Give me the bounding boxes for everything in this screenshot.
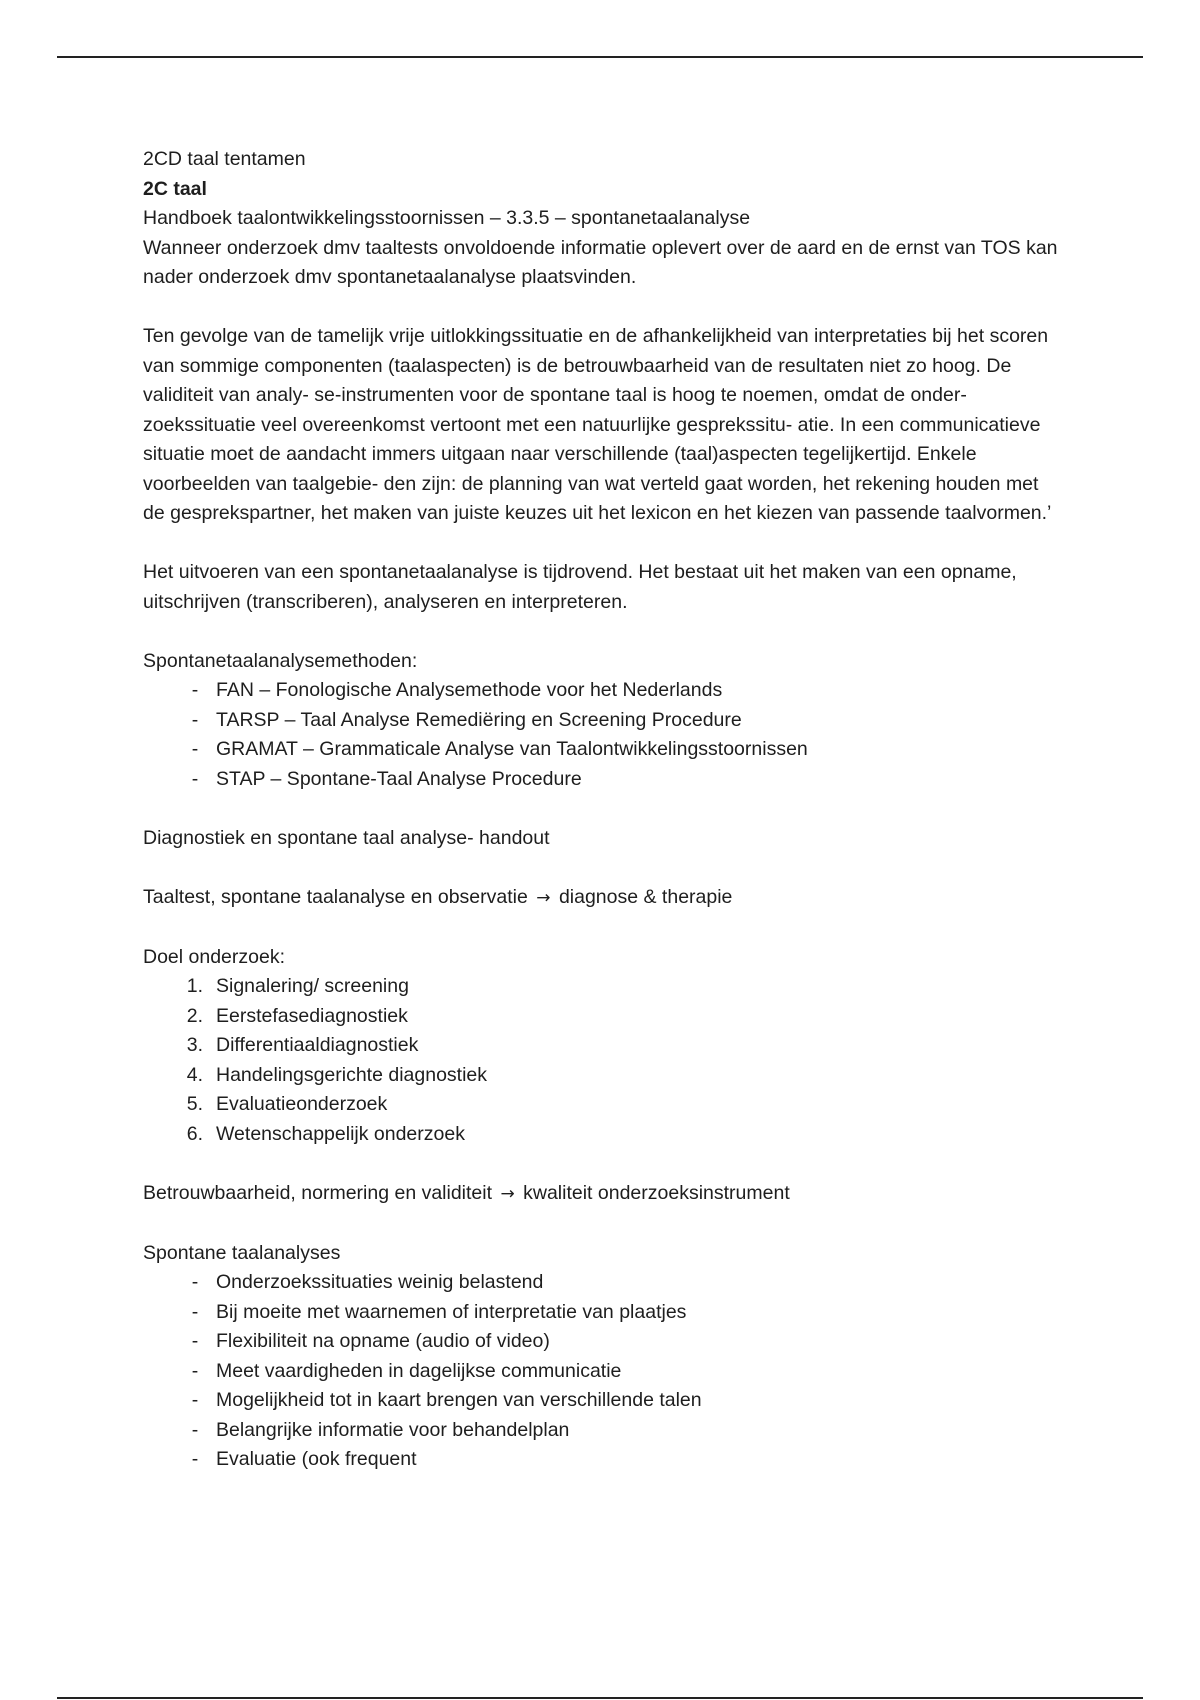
list-item [143, 1090, 1063, 1120]
flow-right: diagnose & therapie [558, 885, 733, 908]
goal-label: Signalering/ screening [216, 975, 409, 997]
methods-heading: Spontanetaalanalysemethoden: [143, 649, 418, 672]
list-item [143, 1031, 1063, 1061]
document-body [143, 145, 1063, 1475]
analyses-heading: Spontane taalanalyses [143, 1241, 341, 1264]
flow-left: Betrouwbaarheid, normering en validiteit [143, 1181, 493, 1204]
analysis-label: Evaluatie (ook frequent [216, 1448, 417, 1470]
list-item [143, 1061, 1063, 1091]
goal-label: Differentiaaldiagnostiek [216, 1034, 419, 1056]
bullet-marker: - [191, 1330, 199, 1352]
analysis-label: Belangrijke informatie voor behandelplan [216, 1418, 570, 1441]
procedure-paragraph: Het uitvoeren van een spontanetaalanalyse is tijdrovend. Het bestaat uit het maken van een opname, uitschrijven (transcriberen), analyseren en interpreteren. [143, 561, 1017, 613]
analyses-list [143, 1268, 1063, 1475]
analysis-label: Meet vaardigheden in dagelijkse communicatie [216, 1359, 622, 1382]
list-item [143, 1327, 1063, 1357]
goal-label: Evaluatieonderzoek [216, 1093, 388, 1115]
flow-statement-diagnosis [143, 883, 1063, 914]
list-number: 1. [186, 975, 203, 997]
flow-left: Taaltest, spontane taalanalyse en observatie [143, 885, 528, 908]
method-label: GRAMAT – Grammaticale Analyse van Taalontwikkelingsstoornissen [216, 738, 808, 760]
list-number: 3. [186, 1034, 203, 1056]
list-item [143, 706, 1063, 736]
analysis-label: Mogelijkheid tot in kaart brengen van verschillende talen [216, 1389, 702, 1411]
flow-right: kwaliteit onderzoeksinstrument [523, 1181, 790, 1204]
footer-rule [57, 1697, 1143, 1699]
header-rule [57, 56, 1143, 58]
arrow-right-icon: → [500, 1183, 515, 1204]
list-item [143, 1268, 1063, 1298]
list-item [143, 735, 1063, 765]
method-label: TARSP – Taal Analyse Remediëring en Screening Procedure [216, 708, 742, 731]
goals-list [143, 972, 1063, 1149]
course-title: 2CD taal tentamen [143, 148, 306, 170]
bullet-marker: - [191, 767, 199, 790]
bullet-marker: - [191, 708, 199, 731]
list-item [143, 765, 1063, 795]
list-number: 4. [186, 1063, 203, 1086]
list-item [143, 676, 1063, 706]
list-item [143, 1357, 1063, 1387]
methods-list [143, 676, 1063, 794]
goal-label: Eerstefasediagnostiek [216, 1004, 408, 1027]
list-item [143, 1002, 1063, 1032]
handout-title: Diagnostiek en spontane taal analyse- handout [143, 826, 550, 849]
analysis-label: Flexibiliteit na opname (audio of video) [216, 1330, 550, 1352]
list-item [143, 1445, 1063, 1475]
list-item [143, 1386, 1063, 1416]
list-item [143, 972, 1063, 1002]
bullet-marker: - [191, 1448, 199, 1470]
source-reference: Handboek taalontwikkelingsstoornissen – 3.3.5 – spontanetaalanalyse [143, 207, 751, 229]
goal-label: Wetenschappelijk onderzoek [216, 1122, 465, 1145]
section-title: 2C taal [143, 177, 207, 200]
list-number: 5. [186, 1093, 203, 1115]
list-number: 2. [186, 1004, 203, 1027]
flow-statement-quality [143, 1179, 1063, 1210]
bullet-marker: - [191, 1300, 199, 1323]
arrow-right-icon: → [536, 887, 551, 908]
goal-label: Handelingsgerichte diagnostiek [216, 1063, 488, 1086]
list-item [143, 1298, 1063, 1328]
analysis-label: Bij moeite met waarnemen of interpretatie van plaatjes [216, 1300, 687, 1323]
bullet-marker: - [191, 679, 199, 701]
bullet-marker: - [191, 1418, 199, 1441]
list-item [143, 1416, 1063, 1446]
intro-paragraph: Wanneer onderzoek dmv taaltests onvoldoende informatie oplevert over de aard en de ernst van TOS kan nader onderzoek dmv spontanetaalanalyse plaatsvinden. [143, 236, 1058, 288]
validity-paragraph: Ten gevolge van de tamelijk vrije uitlokkingssituatie en de afhankelijkheid van interpretaties bij het scoren van sommige componenten (taalaspecten) is de betrouwbaarheid van de resultaten niet zo hoog. De validiteit van analy- se-instrumenten voor de spontane taal is hoog te noemen, omdat de onder- zoekssituatie veel overeenkomst vertoont met een natuurlijke gesprekssitu- atie. In een communicatieve situatie moet de aandacht immers uitgaan naar verschillende (taal)aspecten tegelijkertijd. Enkele voorbeelden van taalgebie- den zijn: de planning van wat verteld gaat worden, het rekening houden met de gesprekspartner, het maken van juiste keuzes uit het lexicon en het kiezen van passende taalvormen.’ [143, 325, 1052, 524]
bullet-marker: - [191, 738, 199, 760]
method-label: FAN – Fonologische Analysemethode voor het Nederlands [216, 679, 723, 701]
method-label: STAP – Spontane-Taal Analyse Procedure [216, 767, 582, 790]
bullet-marker: - [191, 1271, 199, 1293]
bullet-marker: - [191, 1389, 199, 1411]
goals-heading: Doel onderzoek: [143, 945, 286, 968]
bullet-marker: - [191, 1359, 199, 1382]
analysis-label: Onderzoekssituaties weinig belastend [216, 1271, 544, 1293]
list-item [143, 1120, 1063, 1150]
list-number: 6. [186, 1122, 203, 1145]
